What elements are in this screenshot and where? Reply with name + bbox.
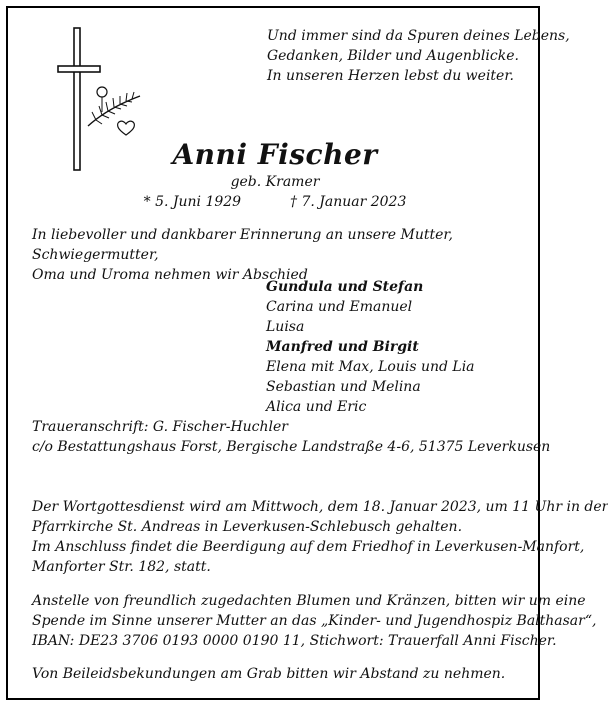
donation-line: IBAN: DE23 3706 0193 0000 0190 11, Stichwort: Trauerfall Anni Fischer.	[32, 633, 557, 649]
donation-line: Anstelle von freundlich zugedachten Blumen und Kränzen, bitten wir um eine	[32, 593, 586, 609]
family-line: Sebastian und Melina	[266, 379, 421, 395]
closing-note: Von Beileidsbekundungen am Grab bitten wir Abstand zu nehmen.	[32, 666, 506, 682]
service-line: Der Wortgottesdienst wird am Mittwoch, dem 18. Januar 2023, um 11 Uhr in der	[32, 499, 608, 515]
mourning-address	[32, 417, 551, 457]
deceased-name: Anni Fischer	[172, 138, 378, 171]
family-line: Gundula und Stefan	[266, 279, 424, 295]
death-date: † 7. Januar 2023	[290, 194, 407, 210]
service-info	[32, 497, 608, 577]
birth-name: geb. Kramer	[230, 174, 320, 190]
family-list	[266, 277, 526, 417]
motto-line: Gedanken, Bilder und Augenblicke.	[267, 48, 519, 64]
service-line: Pfarrkirche St. Andreas in Leverkusen-Schlebusch gehalten.	[32, 519, 463, 535]
family-line: Luisa	[266, 319, 305, 335]
life-dates	[0, 192, 550, 212]
address-line: Traueranschrift: G. Fischer-Huchler	[32, 419, 288, 435]
family-line: Alica und Eric	[266, 399, 367, 415]
motto-line: In unseren Herzen lebst du weiter.	[267, 68, 514, 84]
service-line: Manforter Str. 182, statt.	[32, 559, 211, 575]
donation-info	[32, 591, 597, 651]
family-line: Carina und Emanuel	[266, 299, 413, 315]
farewell-intro	[32, 225, 522, 285]
family-line: Manfred und Birgit	[266, 339, 419, 355]
intro-line: Oma und Uroma nehmen wir Abschied	[32, 267, 308, 283]
service-line: Im Anschluss findet die Beerdigung auf dem Friedhof in Leverkusen-Manfort,	[32, 539, 585, 555]
family-line: Elena mit Max, Louis und Lia	[266, 359, 475, 375]
motto-line: Und immer sind da Spuren deines Lebens,	[267, 28, 570, 44]
motto	[267, 26, 570, 86]
donation-line: Spende im Sinne unserer Mutter an das „Kinder- und Jugendhospiz Balthasar“,	[32, 613, 597, 629]
birth-date: * 5. Juni 1929	[143, 194, 242, 210]
address-line: c/o Bestattungshaus Forst, Bergische Landstraße 4-6, 51375 Leverkusen	[32, 439, 551, 455]
intro-line: In liebevoller und dankbarer Erinnerung an unsere Mutter, Schwiegermutter,	[32, 227, 453, 263]
